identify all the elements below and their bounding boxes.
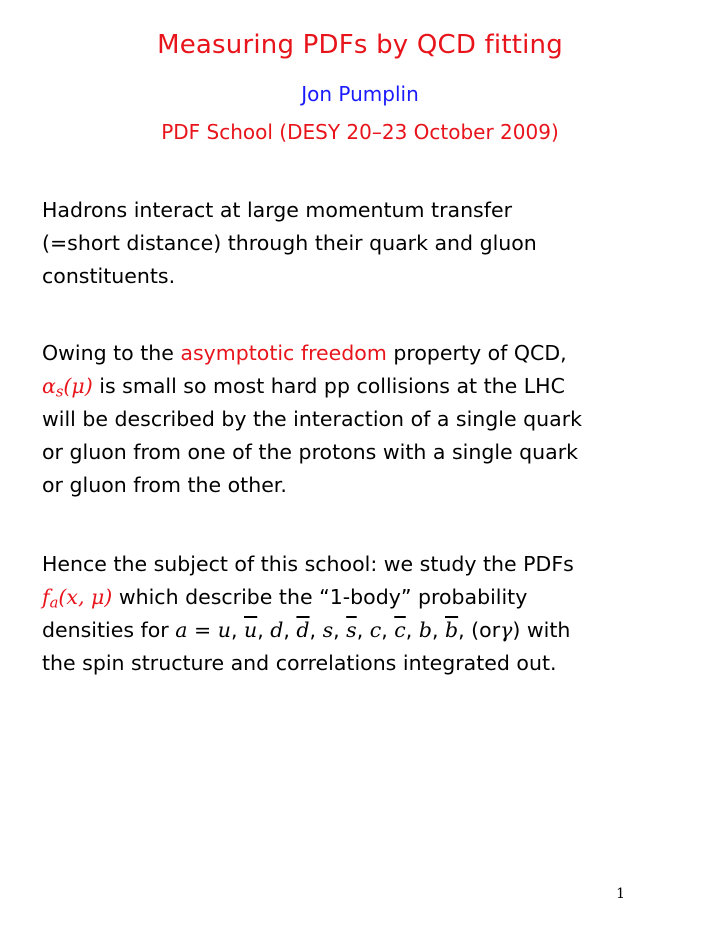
densities-intro: densities for bbox=[42, 618, 169, 642]
paragraph-asymptotic-line-3: will be described by the interaction of a single quark bbox=[42, 407, 582, 431]
or-gamma-close: ) with bbox=[512, 618, 571, 642]
flavor-c: c bbox=[369, 618, 382, 642]
slide-title: Measuring PDFs by QCD fitting bbox=[157, 30, 563, 60]
paragraph-asymptotic-freedom bbox=[42, 337, 692, 502]
intro-text: Owing to the bbox=[42, 341, 174, 365]
paragraph-school-line-1: Hence the subject of this school: we study the PDFs bbox=[42, 552, 574, 576]
asymptotic-freedom-highlight: asymptotic freedom bbox=[180, 341, 387, 365]
paragraph-asymptotic-line-4: or gluon from one of the protons with a single quark bbox=[42, 440, 579, 464]
author-name: Jon Pumplin bbox=[301, 82, 419, 106]
or-gamma-open: (or bbox=[471, 618, 501, 642]
f-subscript: a bbox=[49, 594, 59, 612]
paragraph-school-line-4: the spin structure and correlations integrated out. bbox=[42, 651, 557, 675]
flavor-d-bar: $\overline{d}$ bbox=[296, 618, 310, 642]
paragraph-asymptotic-line-5: or gluon from the other. bbox=[42, 473, 287, 497]
probability-text: which describe the “1-body” probability bbox=[118, 585, 528, 609]
paragraph-hadrons-line-1: Hadrons interact at large momentum transfer bbox=[42, 198, 512, 222]
flavor-s: s bbox=[322, 618, 334, 642]
flavor-b: b bbox=[418, 618, 432, 642]
flavor-u-bar: $\overline{u}$ bbox=[244, 618, 258, 642]
alpha-s-symbol bbox=[42, 374, 93, 401]
flavor-b-bar: $\overline{b}$ bbox=[444, 618, 459, 642]
paragraph-hadrons-line-2: (=short distance) through their quark and gluon bbox=[42, 231, 537, 255]
variable-a: a bbox=[175, 618, 188, 642]
photon-gamma: γ bbox=[500, 618, 513, 642]
page-number: 1 bbox=[616, 886, 625, 902]
alpha-argument: (μ) bbox=[63, 374, 93, 398]
f-glyph: f bbox=[42, 585, 50, 609]
paragraph-school-subject: Hence the subject of this school: we study the PDFs $f_a(x$, μ) which describe the “1-body” probability densities for a = u, $\overline{u}$, d, $\overline{d}$, s, $\overline{s}$, c, $\overline{c}$, b, $\overline{b}$, (orγ) with the spin structure and correlations integrated out. bbox=[42, 552, 574, 675]
lhc-text: is small so most hard pp collisions at the LHC bbox=[99, 374, 565, 398]
flavor-c-bar: $\overline{c}$ bbox=[394, 618, 406, 642]
event-info: PDF School (DESY 20–23 October 2009) bbox=[161, 120, 559, 144]
f-arguments: (x, μ) bbox=[58, 585, 113, 609]
property-text: property of QCD, bbox=[393, 341, 567, 365]
pdf-function-symbol bbox=[42, 585, 113, 612]
paragraph-hadrons-line-3: constituents. bbox=[42, 264, 176, 288]
flavor-u: u bbox=[217, 618, 231, 642]
alpha-subscript: s bbox=[55, 383, 64, 401]
equals-sign: = bbox=[194, 618, 212, 642]
flavor-s-bar: $\overline{s}$ bbox=[346, 618, 357, 642]
alpha-glyph: α bbox=[42, 374, 56, 398]
paragraph-hadrons bbox=[42, 194, 692, 293]
flavor-d: d bbox=[270, 618, 284, 642]
